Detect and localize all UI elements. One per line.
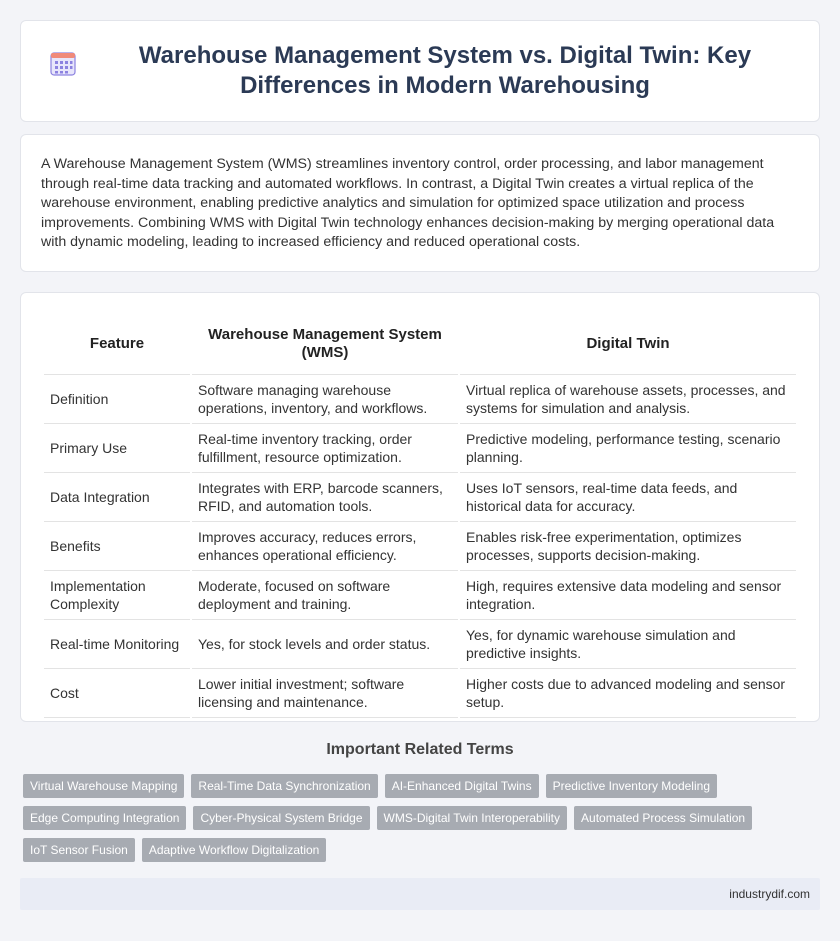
related-term-tag[interactable]: Real-Time Data Synchronization bbox=[191, 774, 377, 798]
table-header-row bbox=[44, 313, 796, 375]
table-row bbox=[44, 522, 796, 571]
wms-cell: Yes, for stock levels and order status. bbox=[192, 620, 458, 669]
related-terms-tags bbox=[23, 774, 813, 870]
wms-cell: Software managing warehouse operations, inventory, and workflows. bbox=[192, 375, 458, 424]
intro-card bbox=[20, 134, 820, 272]
feature-cell: Data Integration bbox=[44, 473, 190, 522]
wms-cell: Moderate, focused on software deployment and training. bbox=[192, 571, 458, 620]
table-row bbox=[44, 375, 796, 424]
related-term-tag[interactable]: Edge Computing Integration bbox=[23, 806, 186, 830]
footer-site-link[interactable]: industrydif.com bbox=[729, 887, 810, 901]
comparison-card bbox=[20, 292, 820, 722]
digital-twin-cell: Predictive modeling, performance testing, scenario planning. bbox=[460, 424, 796, 473]
comparison-table bbox=[42, 313, 798, 718]
digital-twin-cell: Enables risk-free experimentation, optimizes processes, supports decision-making. bbox=[460, 522, 796, 571]
page-title: Warehouse Management System vs. Digital Twin: Key Differences in Modern Warehousing bbox=[138, 42, 752, 99]
digital-twin-cell: Higher costs due to advanced modeling and sensor setup. bbox=[460, 669, 796, 718]
tag-row bbox=[23, 838, 813, 862]
digital-twin-cell: Virtual replica of warehouse assets, processes, and systems for simulation and analysis. bbox=[460, 375, 796, 424]
related-term-tag[interactable]: AI-Enhanced Digital Twins bbox=[385, 774, 539, 798]
intro-paragraph: A Warehouse Management System (WMS) streamlines inventory control, order processing, and labor management through real-time data tracking and automated workflows. In contrast, a Digital Twin creates a virtual replica of the warehouse environment, enabling predictive analytics and simulation for optimized space utilization and process improvements. Combining WMS with Digital Twin technology enhances decision-making by merging operational data with dynamic modeling, leading to increased efficiency and reduced operational costs. bbox=[41, 156, 775, 251]
wms-cell: Improves accuracy, reduces errors, enhances operational efficiency. bbox=[192, 522, 458, 571]
feature-cell: Real-time Monitoring bbox=[44, 620, 190, 669]
related-term-tag[interactable]: Virtual Warehouse Mapping bbox=[23, 774, 184, 798]
table-row bbox=[44, 669, 796, 718]
table-row bbox=[44, 571, 796, 620]
title-card bbox=[20, 20, 820, 122]
digital-twin-cell: High, requires extensive data modeling and sensor integration. bbox=[460, 571, 796, 620]
related-term-tag[interactable]: WMS-Digital Twin Interoperability bbox=[377, 806, 568, 830]
calendar-grid-icon bbox=[50, 50, 76, 76]
feature-cell: Primary Use bbox=[44, 424, 190, 473]
header-wms: Warehouse Management System (WMS) bbox=[192, 313, 458, 375]
feature-cell: Cost bbox=[44, 669, 190, 718]
header-feature: Feature bbox=[44, 313, 190, 375]
tag-row bbox=[23, 806, 813, 830]
feature-cell: Implementation Complexity bbox=[44, 571, 190, 620]
related-terms-heading: Important Related Terms bbox=[326, 741, 514, 758]
tag-row bbox=[23, 774, 813, 798]
table-row bbox=[44, 620, 796, 669]
wms-cell: Integrates with ERP, barcode scanners, RFID, and automation tools. bbox=[192, 473, 458, 522]
footer bbox=[20, 878, 820, 910]
related-term-tag[interactable]: Automated Process Simulation bbox=[574, 806, 752, 830]
related-term-tag[interactable]: Predictive Inventory Modeling bbox=[546, 774, 717, 798]
feature-cell: Definition bbox=[44, 375, 190, 424]
related-term-tag[interactable]: Adaptive Workflow Digitalization bbox=[142, 838, 327, 862]
related-term-tag[interactable]: IoT Sensor Fusion bbox=[23, 838, 135, 862]
table-row bbox=[44, 424, 796, 473]
digital-twin-cell: Uses IoT sensors, real-time data feeds, and historical data for accuracy. bbox=[460, 473, 796, 522]
digital-twin-cell: Yes, for dynamic warehouse simulation and predictive insights. bbox=[460, 620, 796, 669]
table-row bbox=[44, 473, 796, 522]
header-digital-twin: Digital Twin bbox=[460, 313, 796, 375]
feature-cell: Benefits bbox=[44, 522, 190, 571]
wms-cell: Lower initial investment; software licensing and maintenance. bbox=[192, 669, 458, 718]
wms-cell: Real-time inventory tracking, order fulfillment, resource optimization. bbox=[192, 424, 458, 473]
related-term-tag[interactable]: Cyber-Physical System Bridge bbox=[193, 806, 369, 830]
